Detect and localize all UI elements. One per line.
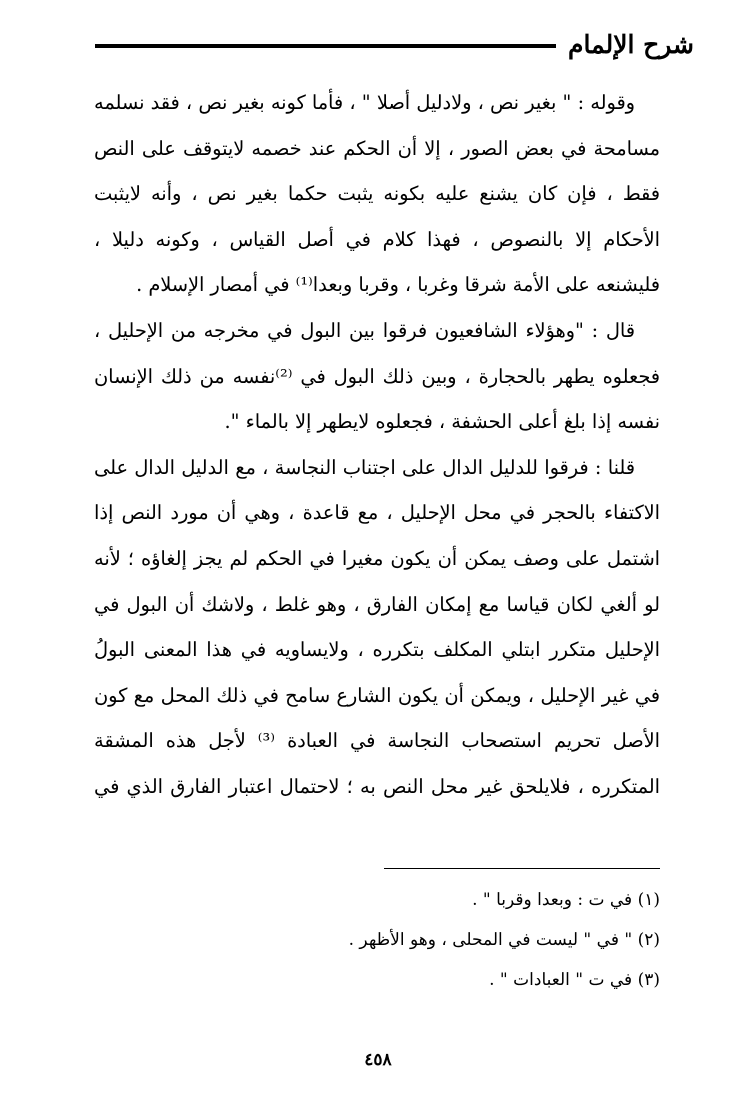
paragraph-2: قال : "وهؤلاء الشافعيون فرقوا بين البول في مخرجه من الإحليل ، فجعلوه يطهر بالحجارة ، وبين ذلك البول في ⁽²⁾نفسه من ذلك الإنسان نفسه إذا بلغ أعلى الحشفة ، فجعلوه لايطهر إلا بالماء ". (94, 318, 660, 434)
footnote-1: (١) في ت : وبعدا وقربا " . (472, 890, 660, 910)
running-title: شرح الإلمام (568, 29, 694, 59)
paragraph-3: قلنا : فرقوا للدليل الدال على اجتناب النجاسة ، مع الدليل الدال على الاكتفاء بالحجر في محل الإحليل ، مع قاعدة ، وهي أن مورد النص إذا اشتمل على وصف يمكن أن يكون مغيرا في الحكم لم يجز إلغاؤه ؛ لأنه لو ألغي لكان قياسا مع إمكان الفارق ، وهو غلط ، ولاشك أن البول في الإحليل متكرر ابتلي المكلف بتكرره ، ولايساويه في هذا المعنى البولُ في غير الإحليل ، ويمكن أن يكون الشارع سامح في ذلك المحل مع كون الأصل تحريم استصحاب النجاسة في العبادة ⁽³⁾ لأجل هذه المشقة المتكرره ، فلايلحق غير محل النص به ؛ لاحتمال اعتبار الفارق الذي في (94, 455, 660, 798)
footnote-separator (384, 868, 660, 869)
page-header (95, 22, 694, 66)
page-number: ٤٥٨ (364, 1050, 392, 1070)
footnote-2: (٢) " في " ليست في المحلى ، وهو الأظهر . (348, 930, 660, 950)
footnotes (94, 880, 660, 1000)
main-text (94, 80, 660, 810)
paragraph-1: وقوله : " بغير نص ، ولادليل أصلا " ، فأما كونه بغير نص ، فقد نسلمه مسامحة في بعض الصور ، إلا أن الحكم عند خصمه لايتوقف على النص فقط ، فإن كان يشنع عليه بكونه يثبت حكما بغير نص ، وأنه لايثبت الأحكام إلا بالنصوص ، فهذا كلام في أصل القياس ، وكونه دليلا ، فليشنعه على الأمة شرقا وغربا ، وقربا وبعدا⁽¹⁾ في أمصار الإسلام . (94, 91, 660, 297)
header-rule (95, 44, 556, 48)
footnote-3: (٣) في ت " العبادات " . (489, 970, 660, 990)
